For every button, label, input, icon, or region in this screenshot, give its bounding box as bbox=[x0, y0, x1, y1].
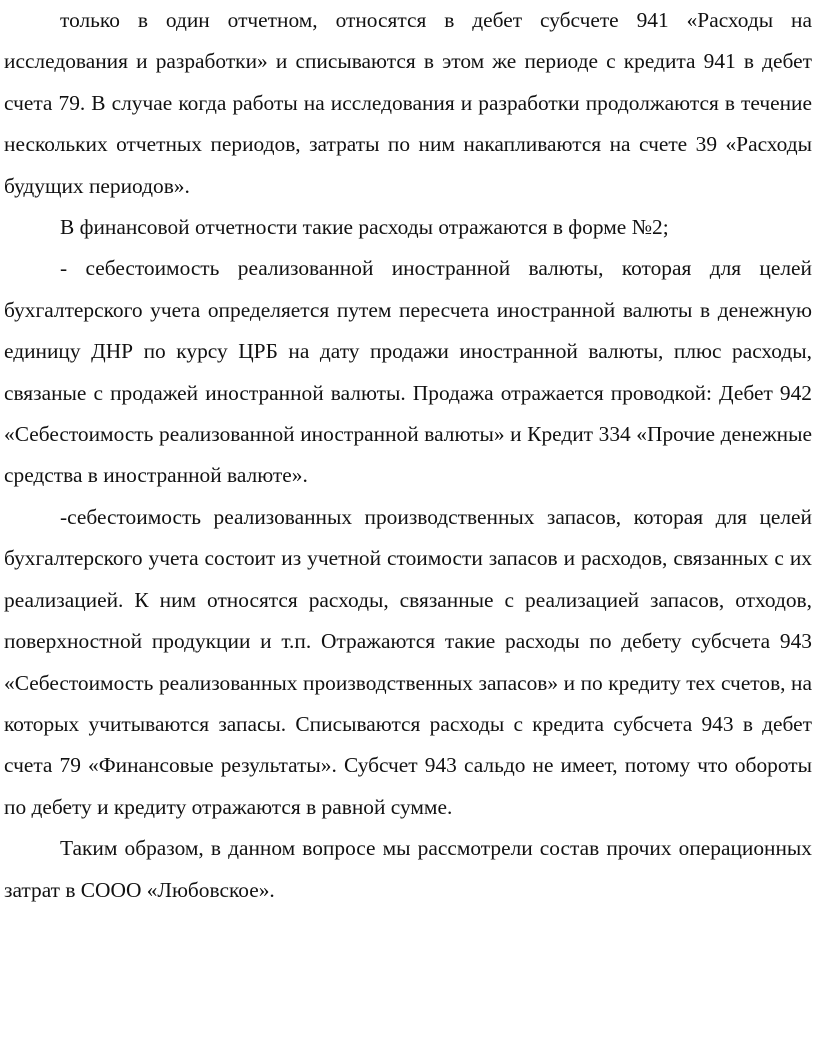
paragraph-1: только в один отчетном, относятся в дебет субсчете 941 «Расходы на исследования и разработки» и списываются в этом же периоде с кредита 941 в дебет счета 79. В случае когда работы на исследования и разработки продолжаются в течение нескольких отчетных периодов, затраты по ним накапливаются на счете 39 «Расходы будущих периодов». bbox=[4, 8, 812, 198]
paragraph-5: Таким образом, в данном вопросе мы рассмотрели состав прочих операционных затрат в СООО «Любовское». bbox=[4, 836, 812, 902]
paragraph-3: - себестоимость реализованной иностранной валюты, которая для целей бухгалтерского учета определяется путем пересчета иностранной валюты в денежную единицу ДНР по курсу ЦРБ на дату продажи иностранной валюты, плюс расходы, связаные с продажей иностранной валюты. Продажа отражается проводкой: Дебет 942 «Себестоимость реализованной иностранной валюты» и Кредит 334 «Прочие денежные средства в иностранной валюте». bbox=[4, 256, 812, 488]
paragraph-2: В финансовой отчетности такие расходы отражаются в форме №2; bbox=[60, 215, 669, 240]
paragraph-4: -себестоимость реализованных производственных запасов, которая для целей бухгалтерского учета состоит из учетной стоимости запасов и расходов, связанных с их реализацией. К ним относятся расходы, связанные с реализацией запасов, отходов, поверхностной продукции и т.п. Отражаются такие расходы по дебету субсчета 943 «Себестоимость реализованных производственных запасов» и по кредиту тех счетов, на которых учитываются запасы. Списываются расходы с кредита субсчета 943 в дебет счета 79 «Финансовые результаты». Субсчет 943 сальдо не имеет, потому что обороты по дебету и кредиту отражаются в равной сумме. bbox=[4, 504, 812, 819]
document-body bbox=[4, 0, 812, 911]
